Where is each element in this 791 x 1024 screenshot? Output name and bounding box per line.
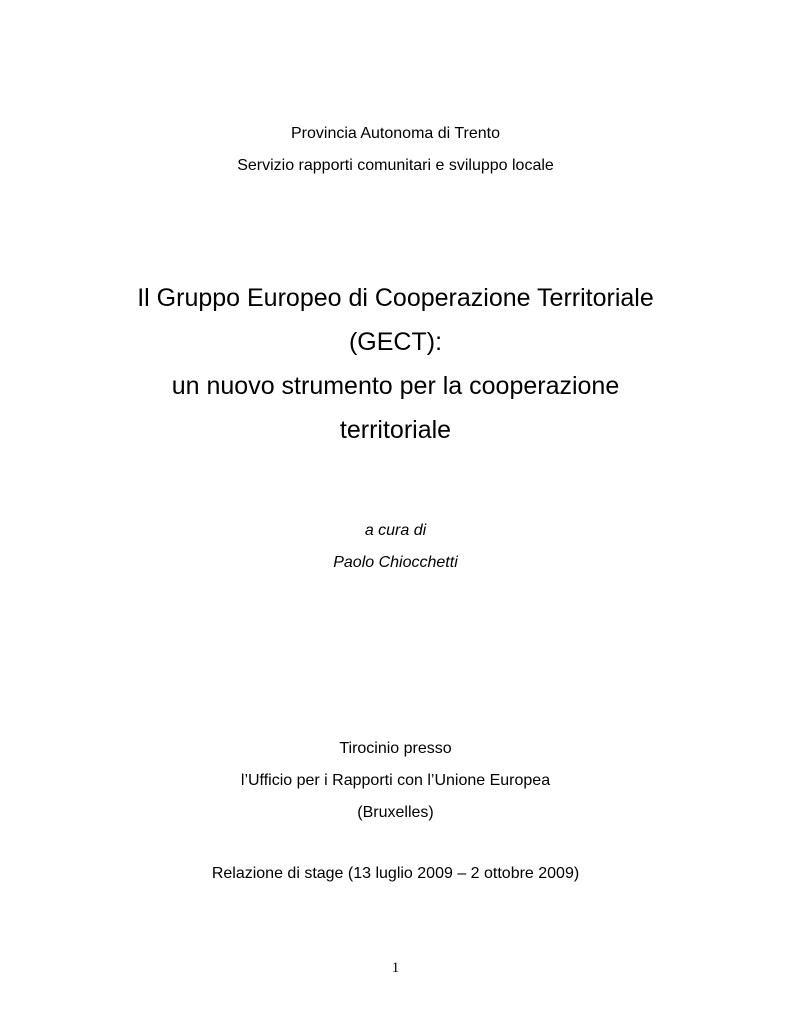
page-number: 1 — [391, 960, 400, 976]
internship-line-3: (Bruxelles) — [357, 804, 434, 821]
title-line-2: (GECT): — [348, 328, 443, 356]
editor-label: a cura di — [364, 522, 427, 539]
organization-name: Provincia Autonoma di Trento — [290, 125, 500, 142]
internship-line-1: Tirocinio presso — [339, 740, 452, 757]
internship-line-2: l’Ufficio per i Rapporti con l’Unione Europea — [240, 772, 551, 789]
editor-name: Paolo Chiocchetti — [333, 554, 458, 571]
title-line-1: Il Gruppo Europeo di Cooperazione Territoriale — [137, 284, 654, 312]
title-line-4: territoriale — [339, 416, 452, 444]
title-line-3: un nuovo strumento per la cooperazione — [171, 372, 620, 400]
report-dates: Relazione di stage (13 luglio 2009 – 2 ottobre 2009) — [211, 865, 580, 882]
department-name: Servizio rapporti comunitari e sviluppo locale — [237, 157, 554, 174]
